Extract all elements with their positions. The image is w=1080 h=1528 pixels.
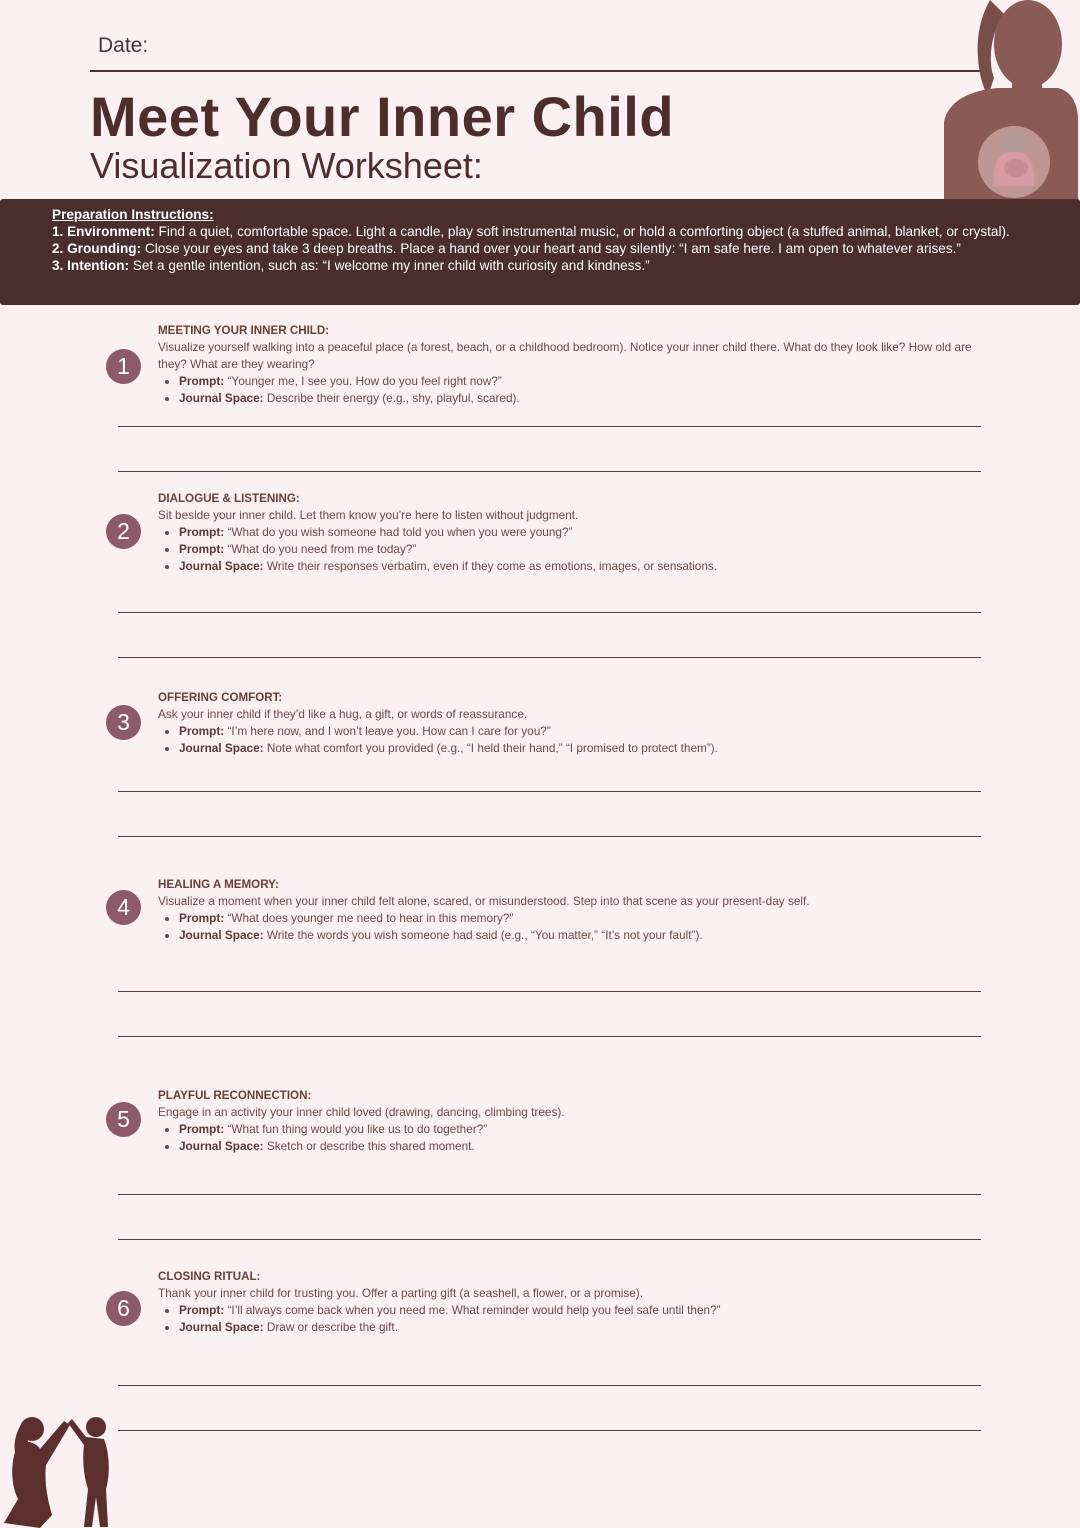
journal-line[interactable] xyxy=(118,471,981,472)
journal-line[interactable] xyxy=(118,1430,981,1431)
step-number-badge: 6 xyxy=(106,1291,141,1326)
step-number-badge: 3 xyxy=(106,705,141,740)
step-bullets xyxy=(158,1302,998,1336)
preparation-item: 1. Environment: Find a quiet, comfortable space. Light a candle, play soft instrumental music, or hold a comforting object (a stuffed animal, blanket, or crystal). xyxy=(52,224,1010,239)
journal-bullet: Journal Space: Describe their energy (e.g., shy, playful, scared). xyxy=(158,390,998,407)
journal-line[interactable] xyxy=(118,1239,981,1240)
step-heading: PLAYFUL RECONNECTION: xyxy=(158,1089,312,1102)
journal-line[interactable] xyxy=(118,426,981,427)
journal-bullet: Journal Space: Note what comfort you provided (e.g., “I held their hand,” “I promised to protect them”). xyxy=(158,740,998,757)
preparation-item: 2. Grounding: Close your eyes and take 3 deep breaths. Place a hand over your heart and say silently: “I am safe here. I am open to whatever arises.” xyxy=(52,241,961,256)
page-title: Meet Your Inner Child xyxy=(90,85,675,148)
preparation-item: 3. Intention: Set a gentle intention, such as: “I welcome my inner child with curiosity and kindness.” xyxy=(52,258,650,273)
step-bullets xyxy=(158,1121,998,1155)
step-heading: HEALING A MEMORY: xyxy=(158,878,279,891)
prompt-bullet: Prompt: “What do you need from me today?” xyxy=(158,541,998,558)
step-content xyxy=(158,1087,998,1155)
step-bullets xyxy=(158,373,998,407)
journal-line[interactable] xyxy=(118,791,981,792)
step-description: Visualize yourself walking into a peaceful place (a forest, beach, or a childhood bedroom). Notice your inner child there. What do they look like? How old are they? What are they wearing? xyxy=(158,340,972,371)
step-number-badge: 5 xyxy=(106,1102,141,1137)
journal-line[interactable] xyxy=(118,1036,981,1037)
page-subtitle: Visualization Worksheet: xyxy=(90,145,483,186)
step-heading: OFFERING COMFORT: xyxy=(158,691,283,704)
step-bullets xyxy=(158,524,998,575)
date-label: Date: xyxy=(98,34,149,57)
child-head xyxy=(1003,132,1025,154)
adult-child-silhouette xyxy=(0,1405,120,1528)
step-heading: MEETING YOUR INNER CHILD: xyxy=(158,324,330,337)
step-content xyxy=(158,1268,998,1336)
step-content xyxy=(158,322,998,407)
journal-line[interactable] xyxy=(118,657,981,658)
journal-bullet: Journal Space: Draw or describe the gift. xyxy=(158,1319,998,1336)
child-body-silhouette xyxy=(68,1419,109,1527)
step-number-badge: 2 xyxy=(106,514,141,549)
step-description: Engage in an activity your inner child loved (drawing, dancing, climbing trees). xyxy=(158,1105,565,1119)
preparation-banner xyxy=(0,199,1080,305)
step-content xyxy=(158,490,998,575)
date-line[interactable] xyxy=(90,70,980,72)
journal-bullet: Journal Space: Write the words you wish someone had said (e.g., “You matter,” “It’s not your fault”). xyxy=(158,927,998,944)
inner-child-illustration xyxy=(938,0,1078,200)
step-description: Visualize a moment when your inner child felt alone, scared, or misunderstood. Step into that scene as your present-day self. xyxy=(158,894,810,908)
journal-line[interactable] xyxy=(118,836,981,837)
prompt-bullet: Prompt: “I’ll always come back when you need me. What reminder would help you feel safe until then?” xyxy=(158,1302,998,1319)
step-heading: DIALOGUE & LISTENING: xyxy=(158,492,300,505)
step-bullets xyxy=(158,723,998,757)
child-head-silhouette xyxy=(86,1417,106,1437)
preparation-heading: Preparation Instructions: xyxy=(52,207,214,222)
journal-line[interactable] xyxy=(118,1194,981,1195)
step-number-badge: 1 xyxy=(106,349,141,384)
step-bullets xyxy=(158,910,998,944)
journal-line[interactable] xyxy=(118,1385,981,1386)
step-description: Sit beside your inner child. Let them know you’re here to listen without judgment. xyxy=(158,508,579,522)
child-knees xyxy=(1004,159,1028,177)
prompt-bullet: Prompt: “What do you wish someone had told you when you were young?” xyxy=(158,524,998,541)
step-description: Ask your inner child if they’d like a hug, a gift, or words of reassurance. xyxy=(158,707,528,721)
prompt-bullet: Prompt: “Younger me, I see you. How do you feel right now?” xyxy=(158,373,998,390)
step-number-badge: 4 xyxy=(106,890,141,925)
journal-line[interactable] xyxy=(118,991,981,992)
step-content xyxy=(158,689,998,757)
prompt-bullet: Prompt: “I’m here now, and I won’t leave you. How can I care for you?” xyxy=(158,723,998,740)
step-description: Thank your inner child for trusting you. Offer a parting gift (a seashell, a flower, or a promise). xyxy=(158,1286,643,1300)
journal-bullet: Journal Space: Write their responses verbatim, even if they come as emotions, images, or sensations. xyxy=(158,558,998,575)
woman-head xyxy=(994,0,1062,88)
step-heading: CLOSING RITUAL: xyxy=(158,1270,261,1283)
prompt-bullet: Prompt: “What does younger me need to hear in this memory?” xyxy=(158,910,998,927)
step-content xyxy=(158,876,998,944)
prompt-bullet: Prompt: “What fun thing would you like us to do together?” xyxy=(158,1121,998,1138)
journal-line[interactable] xyxy=(118,612,981,613)
journal-bullet: Journal Space: Sketch or describe this shared moment. xyxy=(158,1138,998,1155)
